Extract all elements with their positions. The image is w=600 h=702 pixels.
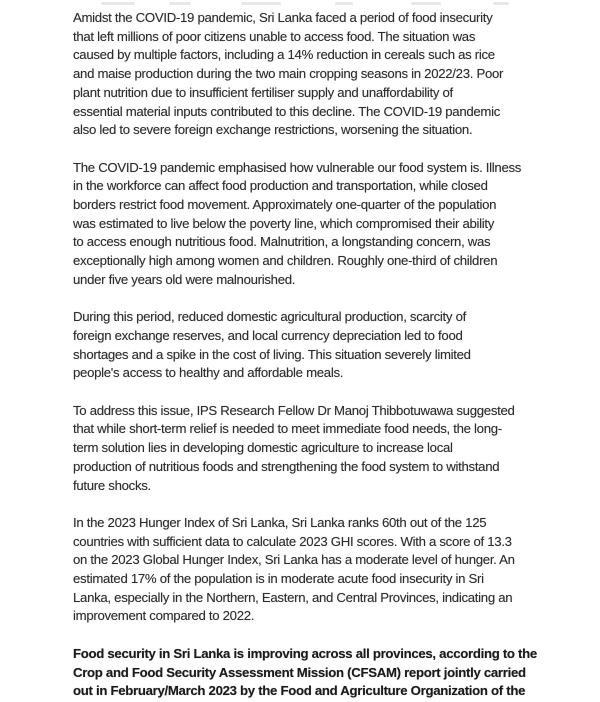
text-line: estimated 17% of the population is in moderate acute food insecurity in Sri xyxy=(73,571,484,587)
text-line: In the 2023 Hunger Index of Sri Lanka, Sri Lanka ranks 60th out of the 125 xyxy=(73,514,487,530)
text-line: to access enough nutritious food. Malnutrition, a longstanding concern, was xyxy=(73,234,491,250)
document-body xyxy=(73,9,585,701)
text-line: people's access to healthy and affordable meals. xyxy=(73,365,344,381)
text-line: Food security in Sri Lanka is improving across all provinces, according to the xyxy=(73,645,537,661)
paragraph-2023-hunger-index xyxy=(73,514,585,626)
text-line: that while short-term relief is needed to meet immediate food needs, the long- xyxy=(73,421,502,437)
text-line: The COVID-19 pandemic emphasised how vulnerable our food system is. Illness xyxy=(73,159,522,175)
text-line: plant nutrition due to insufficient fertiliser supply and unaffordability of xyxy=(73,84,453,100)
text-line: essential material inputs contributed to this decline. The COVID-19 pandemic xyxy=(73,103,501,119)
text-line: Lanka, especially in the Northern, Eastern, and Central Provinces, indicating an xyxy=(73,589,513,605)
text-line: countries with sufficient data to calculate 2023 GHI scores. With a score of 13.3 xyxy=(73,533,512,549)
paragraph-food-system-vulnerability xyxy=(73,159,585,290)
text-line: production of nutritious foods and strengthening the food system to withstand xyxy=(73,458,500,474)
text-line: on the 2023 Global Hunger Index, Sri Lanka has a moderate level of hunger. An xyxy=(73,552,515,568)
text-line: exceptionally high among women and children. Roughly one-third of children xyxy=(73,253,498,269)
paragraph-ips-research-fellow-suggestion xyxy=(73,402,585,496)
text-line: shortages and a spike in the cost of living. This situation severely limited xyxy=(73,346,471,362)
text-line: borders restrict food movement. Approximately one-quarter of the population xyxy=(73,197,497,213)
text-line: also led to severe foreign exchange restrictions, worsening the situation. xyxy=(73,122,473,138)
text-line: term solution lies in developing domestic agriculture to increase local xyxy=(73,440,453,456)
text-line: was estimated to live below the poverty line, which compromised their ability xyxy=(73,215,495,231)
text-line: During this period, reduced domestic agricultural production, scarcity of xyxy=(73,309,466,325)
text-line: foreign exchange reserves, and local currency depreciation led to food xyxy=(73,327,463,343)
text-line: future shocks. xyxy=(73,477,151,493)
text-line: Amidst the COVID-19 pandemic, Sri Lanka faced a period of food insecurity xyxy=(73,10,493,25)
text-line: in the workforce can affect food production and transportation, while closed xyxy=(73,178,488,194)
text-line: caused by multiple factors, including a 14% reduction in cereals such as rice xyxy=(73,47,495,63)
paragraph-food-shortages-cost-of-living xyxy=(73,308,585,383)
clipped-text-remnant xyxy=(73,2,533,6)
text-line: and maise production during the two main cropping seasons in 2022/23. Poor xyxy=(73,66,504,82)
text-line: improvement compared to 2022. xyxy=(73,608,255,624)
paragraph-cfsam-report-bold xyxy=(73,645,585,701)
text-line: under five years old were malnourished. xyxy=(73,271,296,287)
text-line: that left millions of poor citizens unable to access food. The situation was xyxy=(73,28,476,44)
text-line: Crop and Food Security Assessment Mission (CFSAM) report jointly carried xyxy=(73,664,526,680)
text-line: To address this issue, IPS Research Fellow Dr Manoj Thibbotuwawa suggested xyxy=(73,402,515,418)
paragraph-covid-food-insecurity xyxy=(73,9,585,140)
text-line: out in February/March 2023 by the Food and Agriculture Organization of the xyxy=(73,683,526,699)
